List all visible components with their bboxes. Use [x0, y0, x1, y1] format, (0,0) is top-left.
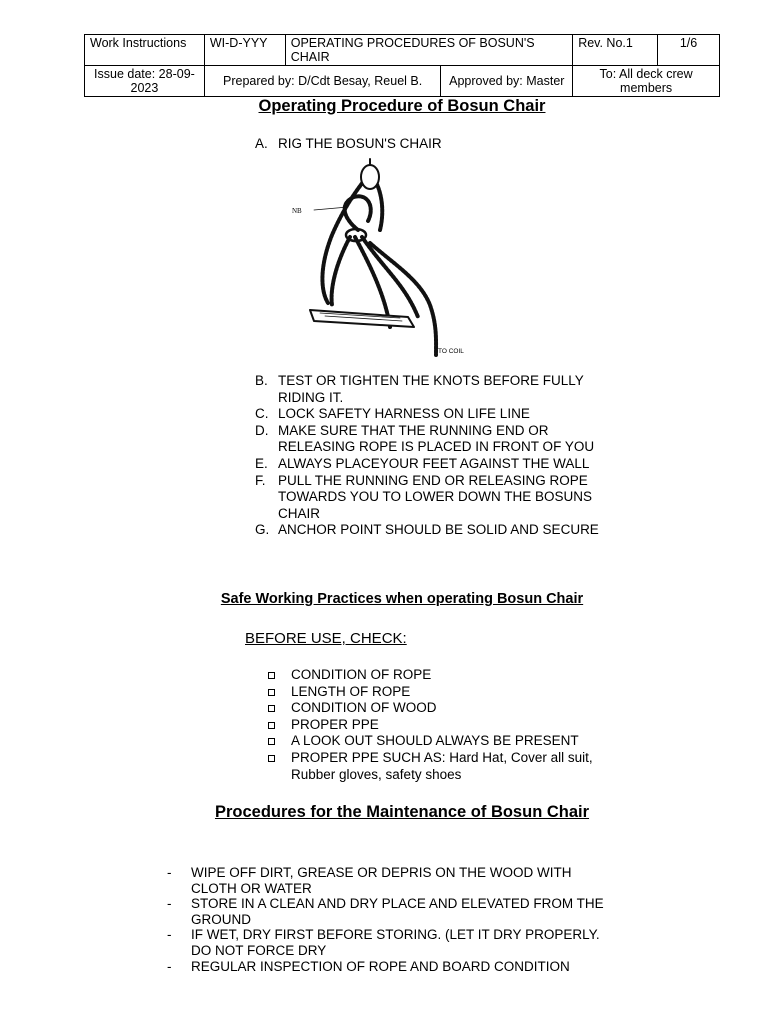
checklist-text: CONDITION OF ROPE	[291, 667, 432, 682]
maintenance-item	[167, 959, 607, 975]
page-number-cell: 1/6	[658, 35, 720, 66]
checklist-item	[268, 733, 608, 750]
step-text: MAKE SURE THAT THE RUNNING END OR RELEASING ROPE IS PLACED IN FRONT OF YOU	[278, 422, 595, 455]
step-item	[255, 136, 615, 153]
prepared-by-cell: Prepared by: D/Cdt Besay, Reuel B.	[204, 66, 441, 97]
safe-practices-heading: Safe Working Practices when operating Bosun Chair	[220, 591, 584, 607]
step-item	[255, 522, 615, 539]
maintenance-item	[167, 896, 607, 927]
maintenance-text: REGULAR INSPECTION OF ROPE AND BOARD CONDITION	[191, 958, 570, 974]
to-coil-label: TO COIL	[438, 348, 464, 355]
dash-bullet: -	[167, 927, 172, 943]
step-text: LOCK SAFETY HARNESS ON LIFE LINE	[278, 406, 530, 422]
step-list	[255, 373, 615, 539]
step-text: RIG THE BOSUN'S CHAIR	[278, 136, 442, 151]
approved-by-cell: Approved by: Master	[441, 66, 573, 97]
nb-label: NB	[292, 207, 302, 215]
maintenance-item	[167, 927, 607, 958]
checklist	[268, 667, 608, 783]
step-letter: C.	[255, 406, 269, 422]
maintenance-text: WIPE OFF DIRT, GREASE OR DEPRIS ON THE WOOD WITH CLOTH OR WATER	[191, 865, 572, 896]
step-text: ALWAYS PLACEYOUR FEET AGAINST THE WALL	[278, 455, 590, 471]
checklist-text: PROPER PPE SUCH AS: Hard Hat, Cover all suit, Rubber gloves, safety shoes	[291, 749, 593, 782]
page-title: Operating Procedure of Bosun Chair	[258, 97, 546, 115]
checkbox-square-icon	[268, 705, 275, 712]
dash-bullet: -	[167, 865, 172, 880]
revision-cell: Rev. No.1	[573, 35, 658, 66]
maintenance-list	[167, 865, 607, 974]
step-letter: D.	[255, 422, 269, 438]
step-text: TEST OR TIGHTEN THE KNOTS BEFORE FULLY RIDING IT.	[278, 373, 584, 405]
step-item	[255, 406, 615, 423]
checklist-item	[268, 700, 608, 717]
step-list-first	[255, 136, 615, 153]
step-item	[255, 473, 615, 523]
checklist-item	[268, 750, 608, 783]
document-header-table	[84, 34, 720, 97]
step-item	[255, 373, 615, 406]
step-letter: E.	[255, 455, 268, 471]
checklist-item	[268, 717, 608, 734]
maintenance-text: IF WET, DRY FIRST BEFORE STORING. (LET IT DRY PROPERLY. DO NOT FORCE DRY	[191, 927, 600, 958]
checkbox-square-icon	[268, 672, 275, 679]
step-letter: B.	[255, 373, 268, 388]
step-letter: G.	[255, 522, 270, 538]
checkbox-square-icon	[268, 755, 275, 762]
doc-code-cell: WI-D-YYY	[204, 35, 285, 66]
checklist-text: CONDITION OF WOOD	[291, 700, 437, 716]
maintenance-heading: Procedures for the Maintenance of Bosun Chair	[214, 803, 590, 821]
distribution-cell: To: All deck crew members	[573, 66, 720, 97]
step-text: ANCHOR POINT SHOULD BE SOLID AND SECURE	[278, 522, 599, 538]
bosun-chair-illustration	[290, 155, 482, 360]
step-text: PULL THE RUNNING END OR RELEASING ROPE TOWARDS YOU TO LOWER DOWN THE BOSUNS CHAIR	[278, 472, 593, 521]
checklist-item	[268, 684, 608, 701]
checklist-text: PROPER PPE	[291, 716, 379, 732]
maintenance-text: STORE IN A CLEAN AND DRY PLACE AND ELEVATED FROM THE GROUND	[191, 896, 604, 927]
dash-bullet: -	[167, 958, 172, 974]
before-use-heading: BEFORE USE, CHECK:	[245, 630, 407, 647]
dash-bullet: -	[167, 896, 172, 912]
checkbox-square-icon	[268, 738, 275, 745]
doc-type-cell: Work Instructions	[85, 35, 205, 66]
checklist-text: A LOOK OUT SHOULD ALWAYS BE PRESENT	[291, 733, 579, 749]
maintenance-item	[167, 865, 607, 896]
checkbox-square-icon	[268, 689, 275, 696]
step-letter: A.	[255, 136, 268, 151]
checkbox-square-icon	[268, 722, 275, 729]
issue-date-cell: Issue date: 28-09-2023	[85, 66, 205, 97]
step-item	[255, 423, 615, 456]
checklist-text: LENGTH OF ROPE	[291, 683, 411, 699]
step-item	[255, 456, 615, 473]
doc-title-cell: OPERATING PROCEDURES OF BOSUN'S CHAIR	[285, 35, 572, 66]
checklist-item	[268, 667, 608, 684]
step-letter: F.	[255, 472, 266, 488]
